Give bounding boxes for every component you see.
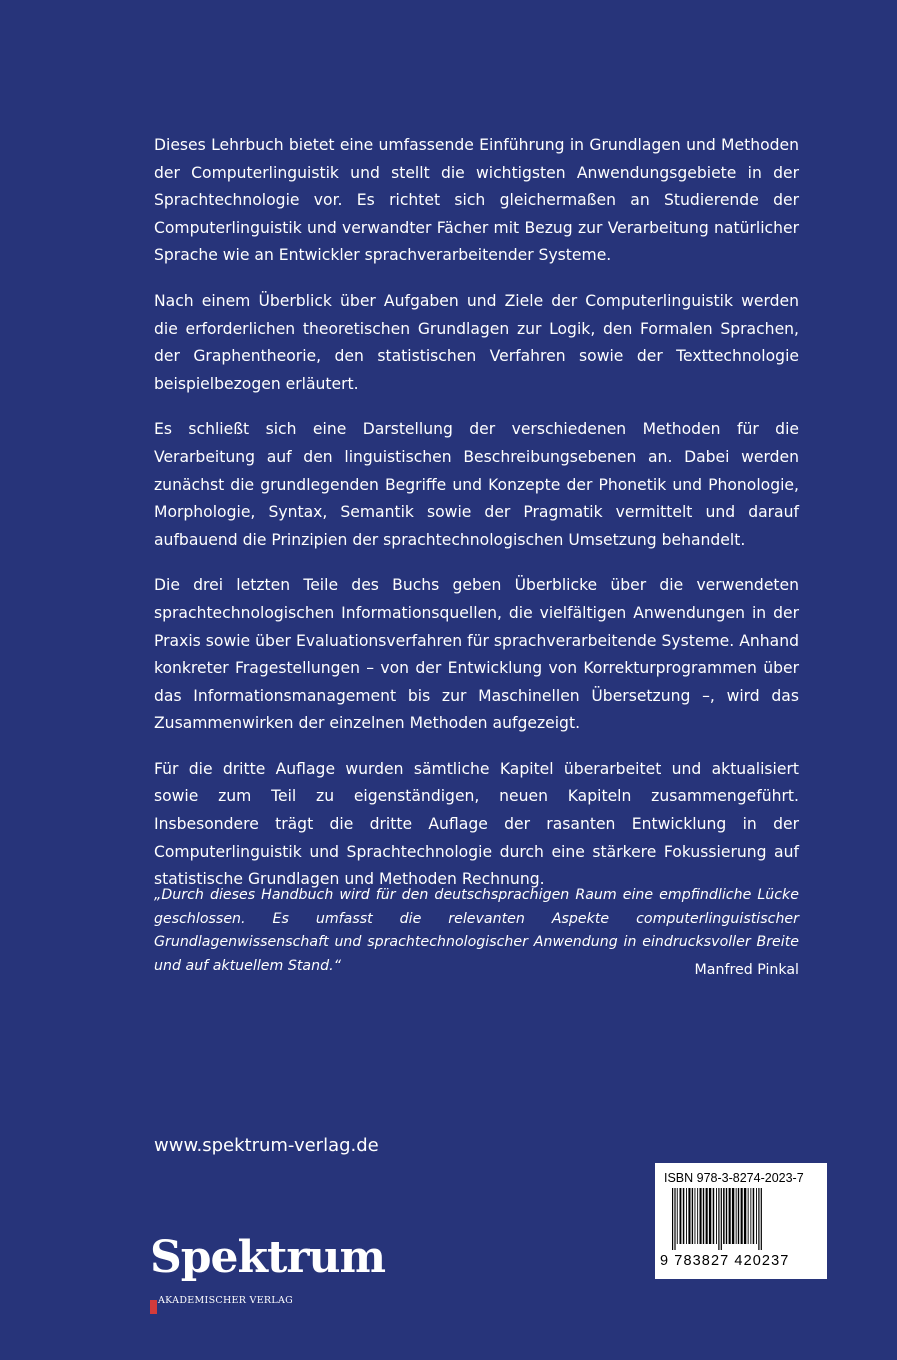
publisher-logo-accent: [150, 1300, 157, 1314]
barcode-bar: [756, 1188, 757, 1244]
barcode-bar: [706, 1188, 708, 1244]
barcode-bar: [709, 1188, 711, 1244]
barcode-bar: [680, 1188, 682, 1244]
barcode-bar: [692, 1188, 693, 1244]
barcode-bar: [703, 1188, 704, 1244]
barcode-bar: [748, 1188, 749, 1244]
barcode-bar: [700, 1188, 702, 1244]
blurb-paragraph-5: Für die dritte Auflage wurden sämtliche Kapitel überarbeitet und aktualisiert sowie zum Teil zu eigenständigen, neuen Kapiteln zusammengeführt. Insbesondere trägt die dritte Auflage der rasanten Entwicklung in der Computerlinguistik und Sprachtechnologie durch eine stärkere Fokussierung auf statistische Grundlagen und Methoden Rechnung.: [154, 759, 799, 889]
barcode-bar: [683, 1188, 685, 1244]
barcode-bar: [738, 1188, 739, 1244]
barcode-bar: [672, 1188, 673, 1250]
barcode-bar: [723, 1188, 725, 1244]
barcode-bar: [729, 1188, 731, 1244]
barcode-digits: 9 783827 420237: [660, 1253, 790, 1269]
blurb-paragraph-3: Es schließt sich eine Darstellung der verschiedenen Methoden für die Verarbeitung auf den linguistischen Beschreibungsebenen an. Dabei werden zunächst die grundlegenden Begriffe und Konzepte der Phonetik und Phonologie, Morphologie, Syntax, Semantik sowie der Pragmatik vermittelt und darauf aufbauend die Prinzipien der sprachtechnologischen Umsetzung behandelt.: [154, 420, 799, 549]
barcode-bar: [716, 1188, 717, 1244]
barcode-bar: [674, 1188, 675, 1250]
barcode-bar: [744, 1188, 746, 1244]
barcode-bar: [758, 1188, 759, 1250]
barcode-bar: [695, 1188, 696, 1244]
barcode-bar: [686, 1188, 687, 1244]
barcode-bar: [726, 1188, 727, 1244]
barcode-bar: [732, 1188, 734, 1244]
barcode-bar: [688, 1188, 690, 1244]
review-quote-text: „Durch dieses Handbuch wird für den deutschsprachigen Raum eine empfindliche Lücke geschlossen. Es umfasst die relevanten Aspekte computerlinguistischer Grundlagenwissenschaft und sprachtechnologischer Anwendung in eindrucksvoller Breite und auf aktuellem Stand.“: [154, 887, 799, 974]
publisher-logo-name: Spektrum: [150, 1232, 386, 1283]
barcode-bar: [741, 1188, 743, 1244]
barcode-bar: [713, 1188, 715, 1244]
publisher-logo-subtitle: AKADEMISCHER VERLAG: [158, 1295, 294, 1306]
blurb-paragraph-2: Nach einem Überblick über Aufgaben und Ziele der Computerlinguistik werden die erforderlichen theoretischen Grundlagen zur Logik, den Formalen Sprachen, der Graphentheorie, den statistischen Verfahren sowie der Texttechnologie beispielbezogen erläutert.: [154, 291, 799, 393]
blurb-paragraph-4: Die drei letzten Teile des Buchs geben Überblicke über die verwendeten sprachtechnologischen Informationsquellen, die vielfältigen Anwendungen in der Praxis sowie über Evaluationsverfahren für sprachverarbeitende Systeme. Anhand konkreter Fragestellungen – von der Entwicklung von Korrekturprogrammen über das Informationsmanagement bis zur Maschinellen Übersetzung –, wird das Zusammenwirken der einzelnen Methoden aufgezeigt.: [154, 576, 799, 733]
barcode-bar: [761, 1188, 762, 1250]
barcode-bar: [750, 1188, 751, 1244]
barcode-bar: [718, 1188, 719, 1250]
publisher-logo: [150, 1232, 386, 1312]
barcode-image: [670, 1188, 818, 1250]
barcode-bar: [753, 1188, 755, 1244]
isbn-barcode-box: [655, 1163, 827, 1279]
barcode-bar: [721, 1188, 722, 1250]
barcode-bar: [677, 1188, 678, 1244]
review-quote-author: Manfred Pinkal: [694, 962, 799, 978]
blurb-text: [154, 132, 799, 912]
blurb-paragraph-1: Dieses Lehrbuch bietet eine umfassende Einführung in Grundlagen und Methoden der Computerlinguistik und stellt die wichtigsten Anwendungsgebiete in der Sprachtechnologie vor. Es richtet sich gleichermaßen an Studierende der Computerlinguistik und verwandter Fächer mit Bezug zur Verarbeitung natürlicher Sprache wie an Entwickler sprachverarbeitender Systeme.: [154, 136, 799, 265]
barcode-bar: [697, 1188, 698, 1244]
isbn-label: ISBN 978-3-8274-2023-7: [664, 1171, 804, 1185]
publisher-url: www.spektrum-verlag.de: [154, 1135, 379, 1156]
barcode-bar: [736, 1188, 737, 1244]
